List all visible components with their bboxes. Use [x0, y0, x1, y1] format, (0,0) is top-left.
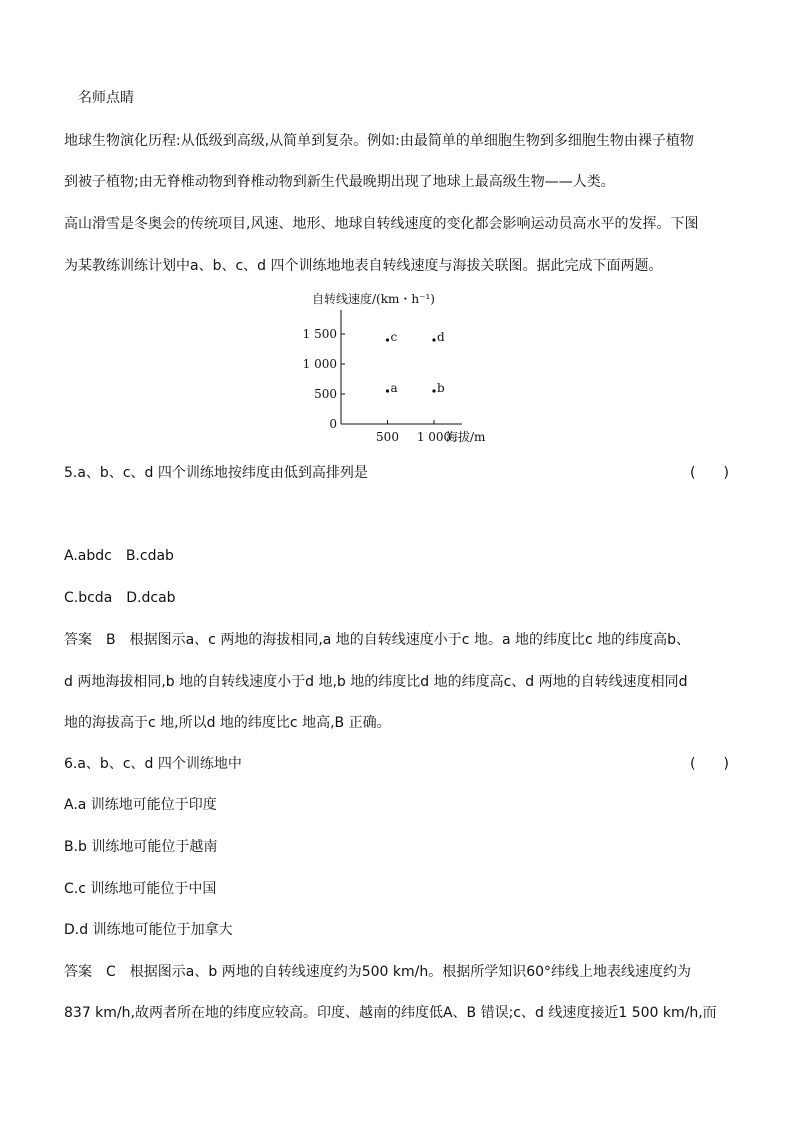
q5-options-row-2: C.bcda D.dcab [64, 590, 176, 606]
q6-option-c: C.c 训练地可能位于中国 [64, 881, 217, 897]
q6-answer-line-1: 答案 C 根据图示a、b 两地的自转线速度约为500 km/h。根据所学知识60°纬线上地表线速度约为 [64, 964, 692, 980]
data-point-d [432, 338, 435, 341]
q5-stem: 5.a、b、c、d 四个训练地按纬度由低到高排列是 [64, 465, 368, 481]
section-header: 名师点睛 [78, 90, 134, 106]
data-point-a [386, 389, 389, 392]
x-axis-label: 海拔/m [446, 430, 486, 444]
rotation-speed-altitude-chart [290, 288, 510, 450]
passage-line-1: 高山滑雪是冬奥会的传统项目,风速、地形、地球自转线速度的变化都会影响运动员高水平的发挥。下图 [64, 216, 699, 232]
q6-answer-line-2: 837 km/h,故两者所在地的纬度应较高。印度、越南的纬度低A、B 错误;c、d 线速度接近1 500 km/h,而 [64, 1005, 717, 1021]
intro-line-2: 到被子植物;由无脊椎动物到脊椎动物到新生代最晚期出现了地球上最高级生物——人类。 [64, 174, 615, 190]
q6-option-d: D.d 训练地可能位于加拿大 [64, 922, 233, 938]
x-tick-label: 1 000 [416, 430, 452, 444]
q5-answer-line-1: 答案 B 根据图示a、c 两地的海拔相同,a 地的自转线速度小于c 地。a 地的纬度比c 地的纬度高b、 [64, 632, 691, 648]
q6-option-a: A.a 训练地可能位于印度 [64, 797, 217, 813]
q5-answer-line-2: d 两地海拔相同,b 地的自转线速度小于d 地,b 地的纬度比d 地的纬度高c、d 两地的自转线速度相同d [64, 674, 688, 690]
data-point-b [432, 389, 435, 392]
y-tick-label: 500 [314, 387, 337, 401]
q6-answer-blank: ( ) [690, 756, 729, 772]
q6-stem: 6.a、b、c、d 四个训练地中 [64, 756, 242, 772]
y-axis-label: 自转线速度/(km・h⁻¹) [312, 292, 435, 306]
x-tick-label: 500 [376, 430, 399, 444]
data-point-label-b: b [437, 381, 445, 395]
y-tick-label: 0 [329, 417, 337, 431]
data-point-label-d: d [437, 330, 445, 344]
passage-line-2: 为某教练训练计划中a、b、c、d 四个训练地地表自转线速度与海拔关联图。据此完成下面两题。 [64, 258, 663, 274]
y-tick-label: 1 500 [302, 327, 337, 341]
data-point-label-c: c [390, 330, 398, 344]
q5-options-row-1: A.abdc B.cdab [64, 548, 174, 564]
q5-answer-line-3: 地的海拔高于c 地,所以d 地的纬度比c 地高,B 正确。 [64, 715, 391, 731]
q5-answer-blank: ( ) [690, 465, 729, 481]
intro-line-1: 地球生物演化历程:从低级到高级,从简单到复杂。例如:由最简单的单细胞生物到多细胞生物由裸子植物 [64, 133, 694, 149]
q6-option-b: B.b 训练地可能位于越南 [64, 839, 218, 855]
data-point-label-a: a [390, 381, 398, 395]
y-tick-label: 1 000 [302, 357, 337, 371]
data-point-c [386, 338, 389, 341]
